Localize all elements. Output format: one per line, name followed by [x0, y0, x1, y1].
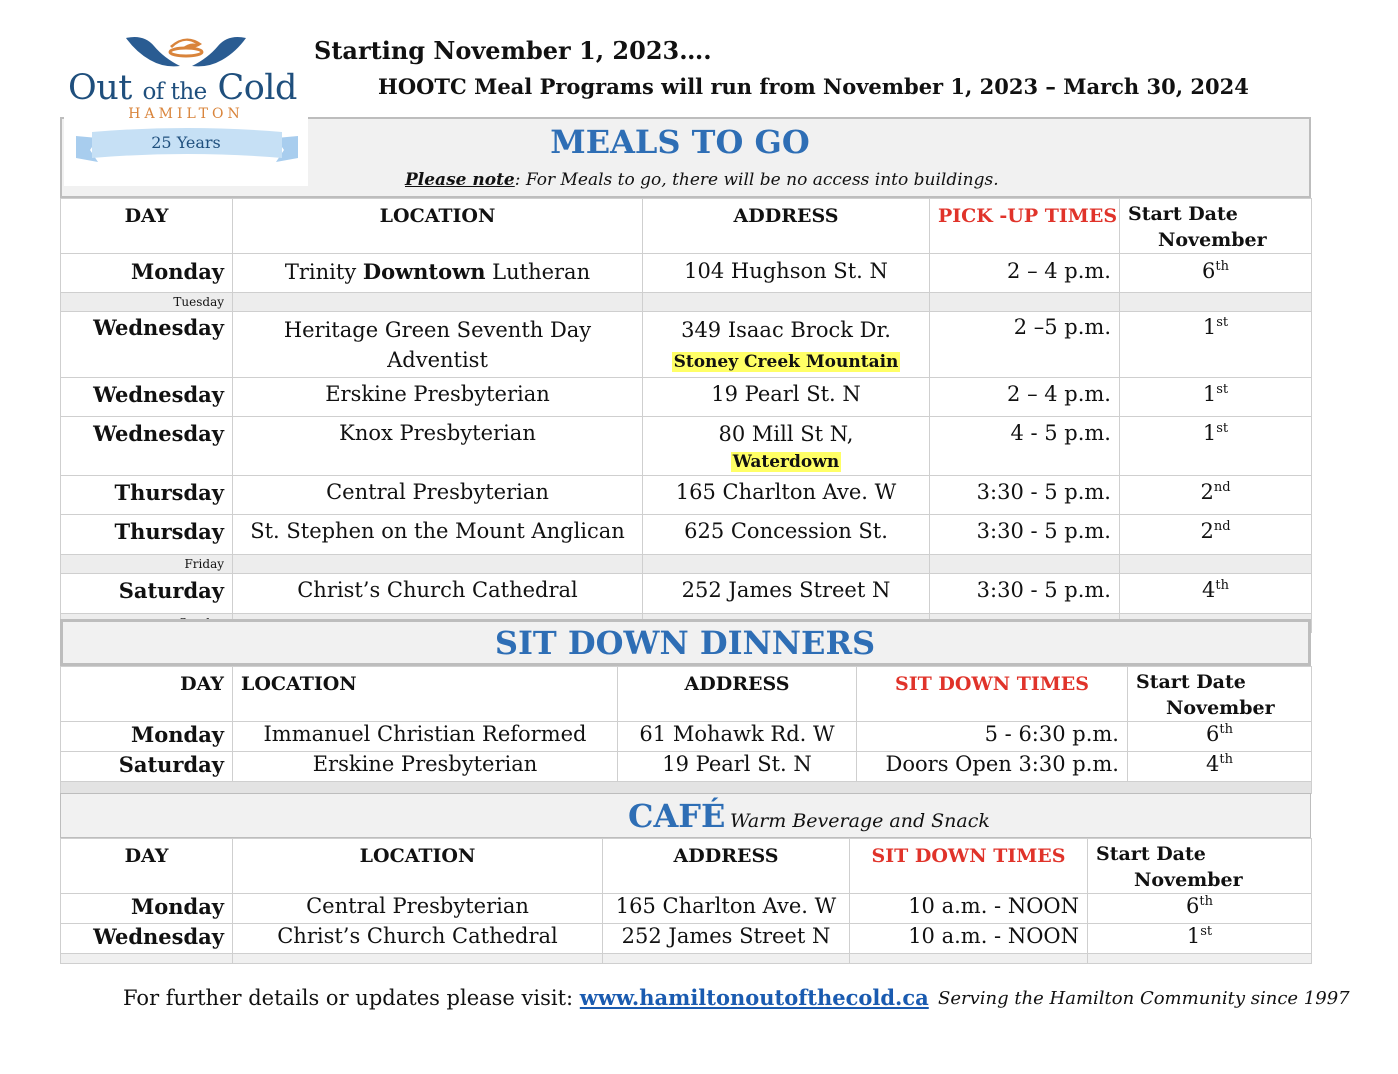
logo-city: HAMILTON: [128, 106, 244, 122]
logo: [64, 28, 308, 186]
table-row: Saturday Christ’s Church Cathedral 252 James Street N 3:30 - 5 p.m. 4th: [61, 574, 1312, 614]
col-day: DAY: [61, 199, 233, 254]
serving-tagline: Serving the Hamilton Community since 1997: [938, 988, 1350, 1009]
gap-row: [61, 954, 1312, 964]
website-link[interactable]: www.hamiltonoutofthecold.ca: [579, 985, 929, 1010]
gap-row: Friday: [61, 555, 1312, 574]
table-row: Wednesday Christ’s Church Cathedral 252 James Street N 10 a.m. - NOON 1st: [61, 924, 1312, 954]
table-row: Wednesday Heritage Green Seventh Day Adventist 349 Isaac Brock Dr. Stoney Creek Mountain 2 –5 p.m. 1st: [61, 312, 1312, 378]
gap-row: [61, 782, 1312, 794]
meals-to-go-title: MEALS TO GO: [550, 123, 810, 161]
table-row: Thursday Central Presbyterian 165 Charlton Ave. W 3:30 - 5 p.m. 2nd: [61, 476, 1312, 515]
cafe-subtitle: Warm Beverage and Snack: [730, 810, 990, 832]
col-address: ADDRESS: [643, 199, 930, 254]
table-row: Wednesday Erskine Presbyterian 19 Pearl St. N 2 – 4 p.m. 1st: [61, 378, 1312, 417]
sit-down-table: [60, 666, 1312, 794]
table-row: Wednesday Knox Presbyterian 80 Mill St N, Waterdown 4 - 5 p.m. 1st: [61, 417, 1312, 476]
table-row: Monday Trinity Downtown Lutheran 104 Hughson St. N 2 – 4 p.m. 6th: [61, 254, 1312, 293]
table-row: Thursday St. Stephen on the Mount Anglican 625 Concession St. 3:30 - 5 p.m. 2nd: [61, 515, 1312, 555]
note-text: : For Meals to go, there will be no access into buildings.: [514, 170, 999, 190]
col-location: LOCATION: [233, 199, 643, 254]
gap-row: Tuesday: [61, 293, 1312, 312]
start-heading: Starting November 1, 2023….: [314, 36, 712, 65]
hands-logo-icon: [124, 28, 248, 72]
cafe-table: [60, 838, 1312, 964]
program-dates-heading: HOOTC Meal Programs will run from November 1, 2023 – March 30, 2024: [378, 74, 1249, 99]
footer-text: For further details or updates please visit: www.hamiltonoutofthecold.ca: [123, 985, 929, 1010]
logo-wordmark: Out of the Cold: [68, 68, 297, 108]
meals-to-go-table: [60, 198, 1312, 633]
cafe-title: CAFÉ: [628, 797, 726, 835]
table-row: Monday Central Presbyterian 165 Charlton Ave. W 10 a.m. - NOON 6th: [61, 894, 1312, 924]
col-times: PICK -UP TIMES: [930, 199, 1120, 254]
area-highlight: Stoney Creek Mountain: [673, 352, 899, 372]
col-start-date: Start Date November: [1120, 199, 1312, 254]
table-header-row: DAY LOCATION ADDRESS SIT DOWN TIMES Start Date November: [61, 667, 1312, 722]
logo-years: 25 Years: [151, 133, 221, 152]
meals-note: [405, 170, 999, 190]
table-row: Monday Immanuel Christian Reformed 61 Mohawk Rd. W 5 - 6:30 p.m. 6th: [61, 722, 1312, 752]
table-header-row: DAY LOCATION ADDRESS SIT DOWN TIMES Start Date November: [61, 839, 1312, 894]
sit-down-title: SIT DOWN DINNERS: [494, 624, 876, 662]
table-row: Saturday Erskine Presbyterian 19 Pearl St. N Doors Open 3:30 p.m. 4th: [61, 752, 1312, 782]
note-label: Please note: [405, 170, 515, 190]
area-highlight: Waterdown: [732, 452, 840, 472]
table-header-row: [61, 199, 1312, 254]
